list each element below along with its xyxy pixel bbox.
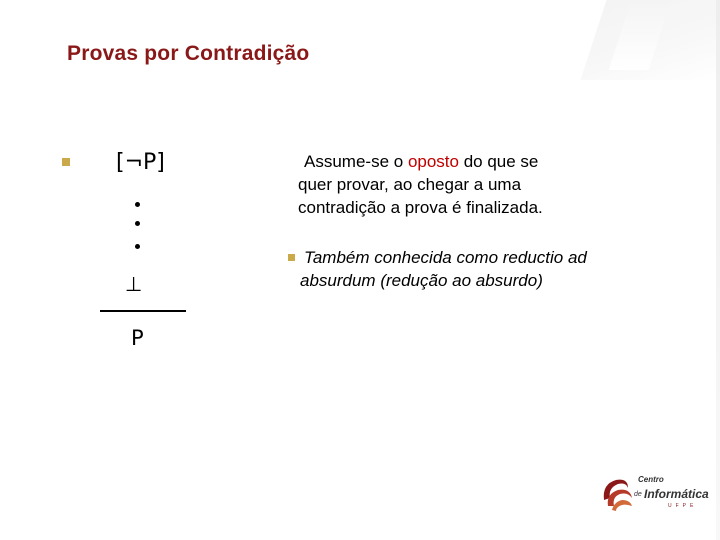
ellipsis-dot-icon	[135, 221, 140, 226]
description-text	[298, 150, 638, 219]
decorative-edge	[716, 0, 720, 540]
description-highlight: oposto	[407, 152, 459, 171]
logo-text: UFPE	[668, 503, 698, 509]
description-before: Assume-se o	[304, 152, 408, 171]
formula-conclusion: P	[131, 326, 144, 350]
formula-falsum: ⊥	[125, 272, 143, 296]
logo-emblem-icon	[598, 470, 638, 515]
description-line: contradição a prova é finalizada.	[298, 198, 543, 217]
description-after: do que se	[458, 152, 539, 171]
logo-text: de	[634, 491, 642, 498]
sub-bullet-line	[288, 246, 668, 269]
sub-bullet-line: absurdum (redução ao absurdo)	[300, 271, 543, 290]
ellipsis-dot-icon	[135, 244, 140, 249]
formula-premise: [¬P]	[116, 150, 165, 175]
ellipsis-dot-icon	[135, 202, 140, 207]
centro-informatica-logo	[598, 470, 718, 520]
sub-bullet-marker-icon	[288, 254, 295, 261]
bullet-marker-icon	[62, 158, 70, 166]
sub-bullet-text: Também conhecida como reductio ad	[304, 248, 587, 267]
description-line: quer provar, ao chegar a uma	[298, 175, 522, 194]
logo-text: Centro	[638, 475, 664, 484]
slide-title: Provas por Contradição	[67, 42, 310, 65]
inference-rule-line	[100, 310, 186, 312]
logo-text: Informática	[644, 487, 709, 501]
sub-bullet	[288, 246, 668, 292]
description-line	[298, 150, 638, 173]
